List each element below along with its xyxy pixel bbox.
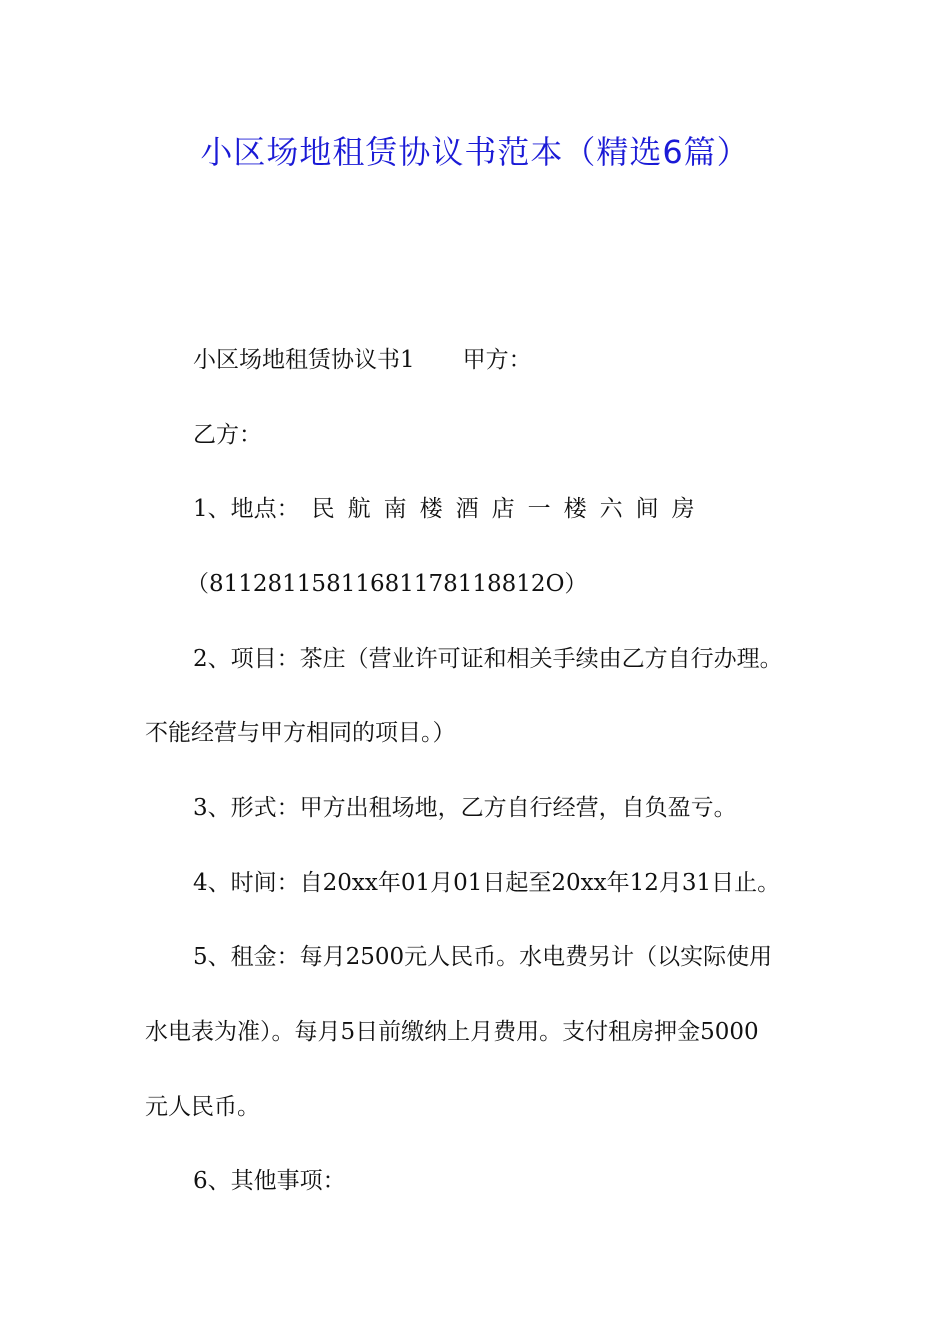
item-5-line-3: 元人民币。 xyxy=(145,1094,260,1120)
item-1-value: 民航南楼酒店一楼六间房 xyxy=(311,496,708,522)
item-5-line-2: 水电表为准）。每月5日前缴纳上月费用。支付租房押金5000 xyxy=(145,1019,759,1045)
item-6: 6、其他事项： xyxy=(193,1168,346,1194)
item-2-line-2: 不能经营与甲方相同的项目。） xyxy=(145,720,456,746)
item-1-line xyxy=(193,492,708,526)
item-1-label: 1、地点： xyxy=(193,496,300,522)
document-title: 小区场地租赁协议书范本（精选6篇） xyxy=(200,133,750,171)
item-5-line-1: 5、租金：每月2500元人民币。水电费另计（以实际使用 xyxy=(193,944,773,970)
party-b-label: 乙方： xyxy=(193,422,262,448)
item-4: 4、时间：自20xx年01月01日起至20xx年12月31日止。 xyxy=(193,870,781,896)
heading-line xyxy=(193,343,532,377)
section-heading: 小区场地租赁协议书1 xyxy=(193,347,415,373)
party-a-label: 甲方： xyxy=(462,347,532,373)
item-1-code: （81128115811681178118812О） xyxy=(186,571,588,597)
item-3: 3、形式：甲方出租场地，乙方自行经营，自负盈亏。 xyxy=(193,795,737,821)
item-2-line-1: 2、项目：茶庄（营业许可证和相关手续由乙方自行办理。 xyxy=(193,646,783,672)
